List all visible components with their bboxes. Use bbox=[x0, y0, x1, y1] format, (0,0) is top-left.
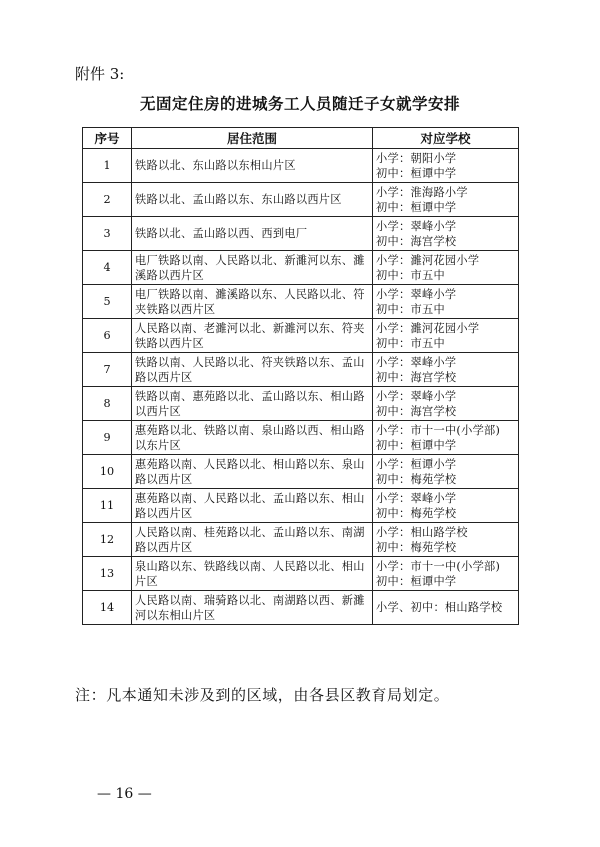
row-range: 电厂铁路以南、人民路以北、新濉河以东、濉溪路以西片区 bbox=[132, 251, 373, 285]
row-range: 铁路以北、东山路以东相山片区 bbox=[132, 149, 373, 183]
school-line: 小学：翠峰小学 bbox=[376, 491, 457, 505]
school-line: 初中：海宫学校 bbox=[376, 404, 457, 418]
table-row bbox=[83, 455, 519, 489]
table-row bbox=[83, 251, 519, 285]
school-line: 小学：桓谭小学 bbox=[376, 457, 457, 471]
table-row bbox=[83, 489, 519, 523]
school-line: 小学：相山路学校 bbox=[376, 525, 468, 539]
table-row bbox=[83, 149, 519, 183]
row-range: 铁路以北、孟山路以东、东山路以西片区 bbox=[132, 183, 373, 217]
school-line: 初中：梅苑学校 bbox=[376, 472, 457, 486]
school-line: 初中：桓谭中学 bbox=[376, 438, 457, 452]
row-school bbox=[373, 489, 519, 523]
row-seq: 9 bbox=[83, 421, 132, 455]
row-seq: 10 bbox=[83, 455, 132, 489]
row-school bbox=[373, 421, 519, 455]
school-line: 初中：市五中 bbox=[376, 336, 445, 350]
row-range: 铁路以南、惠苑路以北、孟山路以东、相山路以西片区 bbox=[132, 387, 373, 421]
school-line: 小学：翠峰小学 bbox=[376, 389, 457, 403]
row-school bbox=[373, 319, 519, 353]
row-range: 铁路以南、人民路以北、符夹铁路以东、孟山路以西片区 bbox=[132, 353, 373, 387]
row-range: 人民路以南、瑞骑路以北、南湖路以西、新濉河以东相山片区 bbox=[132, 591, 373, 625]
row-seq: 13 bbox=[83, 557, 132, 591]
row-school bbox=[373, 523, 519, 557]
row-school bbox=[373, 455, 519, 489]
school-line: 初中：市五中 bbox=[376, 302, 445, 316]
school-line: 小学：翠峰小学 bbox=[376, 287, 457, 301]
school-line: 初中：海宫学校 bbox=[376, 234, 457, 248]
table-row bbox=[83, 421, 519, 455]
row-school bbox=[373, 591, 519, 625]
school-line: 小学：濉河花园小学 bbox=[376, 253, 480, 267]
row-range: 铁路以北、孟山路以西、西到电厂 bbox=[132, 217, 373, 251]
row-seq: 8 bbox=[83, 387, 132, 421]
row-range: 人民路以南、桂苑路以北、孟山路以东、南湖路以西片区 bbox=[132, 523, 373, 557]
row-seq: 4 bbox=[83, 251, 132, 285]
table-header-row bbox=[83, 128, 519, 149]
school-line: 小学：淮海路小学 bbox=[376, 185, 468, 199]
school-line: 初中：桓谭中学 bbox=[376, 200, 457, 214]
table-row bbox=[83, 353, 519, 387]
row-range: 惠苑路以南、人民路以北、孟山路以东、相山路以西片区 bbox=[132, 489, 373, 523]
page-number: — 16 — bbox=[97, 786, 152, 802]
school-line: 初中：桓谭中学 bbox=[376, 166, 457, 180]
school-line: 初中：梅苑学校 bbox=[376, 540, 457, 554]
row-seq: 3 bbox=[83, 217, 132, 251]
row-range: 惠苑路以南、人民路以北、相山路以东、泉山路以西片区 bbox=[132, 455, 373, 489]
table-row bbox=[83, 557, 519, 591]
row-range: 人民路以南、老濉河以北、新濉河以东、符夹铁路以西片区 bbox=[132, 319, 373, 353]
table-body bbox=[83, 149, 519, 625]
table-row bbox=[83, 387, 519, 421]
school-line: 初中：市五中 bbox=[376, 268, 445, 282]
document-title: 无固定住房的进城务工人员随迁子女就学安排 bbox=[139, 94, 460, 113]
row-school bbox=[373, 251, 519, 285]
table-row bbox=[83, 285, 519, 319]
header-school: 对应学校 bbox=[373, 128, 519, 149]
school-line: 小学：朝阳小学 bbox=[376, 151, 457, 165]
row-range: 电厂铁路以南、濉溪路以东、人民路以北、符夹铁路以西片区 bbox=[132, 285, 373, 319]
row-range: 泉山路以东、铁路线以南、人民路以北、相山片区 bbox=[132, 557, 373, 591]
row-school bbox=[373, 557, 519, 591]
table-row bbox=[83, 523, 519, 557]
row-school bbox=[373, 183, 519, 217]
header-range: 居住范围 bbox=[132, 128, 373, 149]
school-line: 小学：市十一中(小学部) bbox=[376, 423, 501, 437]
table-row bbox=[83, 217, 519, 251]
school-line: 小学：翠峰小学 bbox=[376, 219, 457, 233]
row-seq: 1 bbox=[83, 149, 132, 183]
school-line: 初中：海宫学校 bbox=[376, 370, 457, 384]
school-line: 小学：翠峰小学 bbox=[376, 355, 457, 369]
school-line: 小学：濉河花园小学 bbox=[376, 321, 480, 335]
table-row bbox=[83, 591, 519, 625]
row-seq: 12 bbox=[83, 523, 132, 557]
footnote: 注：凡本通知未涉及到的区域，由各县区教育局划定。 bbox=[75, 686, 450, 704]
row-seq: 2 bbox=[83, 183, 132, 217]
school-line: 小学：市十一中(小学部) bbox=[376, 559, 501, 573]
school-line: 初中：桓谭中学 bbox=[376, 574, 457, 588]
row-school bbox=[373, 285, 519, 319]
row-seq: 7 bbox=[83, 353, 132, 387]
school-line: 初中：梅苑学校 bbox=[376, 506, 457, 520]
row-school bbox=[373, 387, 519, 421]
row-school bbox=[373, 353, 519, 387]
table-row bbox=[83, 183, 519, 217]
row-seq: 14 bbox=[83, 591, 132, 625]
row-school bbox=[373, 217, 519, 251]
school-assignment-table bbox=[82, 127, 519, 625]
row-range: 惠苑路以北、铁路以南、泉山路以西、相山路以东片区 bbox=[132, 421, 373, 455]
school-line: 小学、初中：相山路学校 bbox=[376, 601, 503, 614]
row-school bbox=[373, 149, 519, 183]
row-seq: 11 bbox=[83, 489, 132, 523]
row-seq: 6 bbox=[83, 319, 132, 353]
row-seq: 5 bbox=[83, 285, 132, 319]
header-seq: 序号 bbox=[83, 128, 132, 149]
attachment-label: 附件 3: bbox=[75, 65, 125, 83]
table-row bbox=[83, 319, 519, 353]
